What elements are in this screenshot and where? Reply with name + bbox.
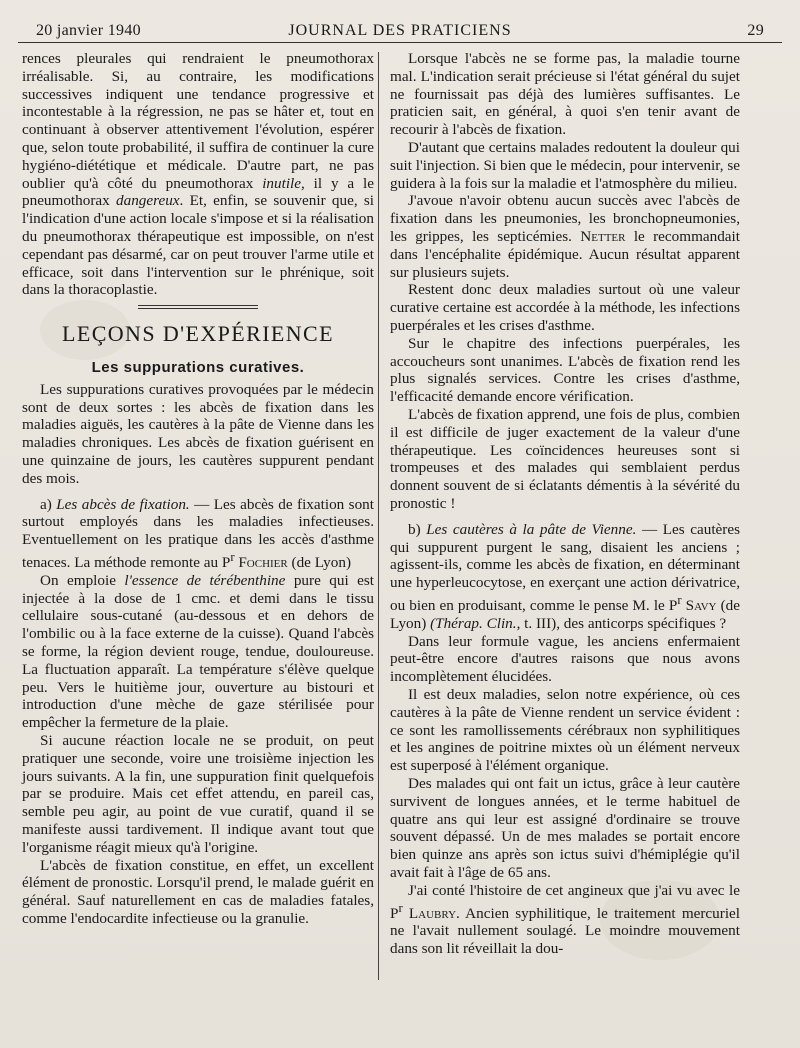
paragraph: b) Les cautères à la pâte de Vienne. — Les cautères qui suppurent purgent le sang, disaient les anciens ; agissent-ils, comme les abcès de fixation, en déterminant une hyperleucocytose, en exerçant une action dérivatrice, ou bien en produisant, comme le pense M. le $P^r$ Savy (de Lyon) (Thérap. Clin., t. III), des anticorps spécifiques ? [390,520,740,632]
left-column [22,50,374,928]
paragraph: Si aucune réaction locale ne se produit, on peut pratiquer une seconde, voire une troisième injection les jours suivants. A la fin, une suppuration finit quelquefois par se produire. Mais cet effet attendu, en pareil cas, semble peu agir, au point de vue curatif, quand il se manifeste aussi tardivement. Il indique avant tout que l'organisme réagit mieux qu'à l'origine. [22,731,374,856]
right-column [390,50,740,958]
section-subtitle: Les suppurations curatives. [91,358,305,376]
section-separator [22,305,374,309]
paragraph: J'ai conté l'histoire de cet angineux que j'ai vu avec le $P^r$ Laubry. Ancien syphilitique, le traitement mercuriel ne l'avait nullement soulagé. Le moindre mouvement dans son lit réveillait la dou- [390,881,740,958]
paragraph: On emploie l'essence de térébenthine pure qui est injectée à la dose de 1 cmc. et demi dans le tissu cellulaire sous-cutané (au-dessous et en dehors de l'ombilic ou à la face externe de la cuisse). Quand l'abcès se forme, la région devient rouge, tendue, douloureuse. La fluctuation apparaît. La température s'élève quelque peu. Vers le huitième jour, ouverture au bistouri et introduction d'une mèche de gaze stérilisée pour empêcher la fermeture de la plaie. [22,571,375,732]
header-date: 20 janvier 1940 [36,22,141,39]
section-title: LEÇONS D'EXPÉRIENCE [62,321,334,347]
header-rule [18,42,782,43]
column-divider [378,52,379,980]
paragraph: Les suppurations curatives provoquées par le médecin sont de deux sortes : les abcès de fixation dans les maladies aiguës, les cautères à la pâte de Vienne dans les maladies chroniques. Les abcès de fixation guérisent en une quinzaine de jours, les cautères suppurent pendant des mois. [22,380,374,487]
paragraph: L'abcès de fixation apprend, une fois de plus, combien il est difficile de juger exactement de la valeur d'une thérapeutique. Les coïncidences heureuses sont si trompeuses et des malades qui semblaient perdus donnent souvent de si éclatants démentis à la sévérité du pronostic ! [390,405,740,512]
paragraph: Restent donc deux maladies surtout où une valeur curative certaine est accordée à la méthode, les infections puerpérales et les crises d'asthme. [390,281,740,334]
paragraph: Lorsque l'abcès ne se forme pas, la maladie tourne mal. L'indication serait précieuse si l'état général du sujet ne fournissait pas déjà des lumières suffisantes. Le praticien sait, en général, à quoi s'en tenir avant de recourir à l'abcès de fixation. [390,50,740,139]
paragraph: rences pleurales qui rendraient le pneumothorax irréalisable. Si, au contraire, les modifications successives indiquent une tendance progressive et incontestable à la régression, ne pas se hâter et, tout en continuant à observer attentivement l'évolution, espérer que, selon toute probabilité, il suffira de continuer la cure hygiéno-diététique et médicale. D'autre part, ne pas oublier qu'à côté du pneumothorax inutile, il y a le pneumothorax dangereux. Et, enfin, se souvenir que, si l'indication d'une action locale s'impose et si la réalisation du pneumothorax thérapeutique est impossible, on n'est cependant pas désarmé, car on peut trouver l'arme utile et efficace, soit dans l'intervention sur le phrénique, soit dans la thoracoplastie. [22,50,375,299]
paragraph: Des malades qui ont fait un ictus, grâce à leur cautère survivent de longues années, et le terme habituel de quatre ans qui leur est assigné d'ordinaire se trouve souvent dépassé. Un de mes malades se portait encore bien quinze ans après son ictus suivi d'hémiplégie qu'il avait fait à l'âge de 65 ans. [390,774,740,881]
paragraph: J'avoue n'avoir obtenu aucun succès avec l'abcès de fixation dans les pneumonies, les bronchopneumonies, les grippes, les septicémies. Netter le recommandait dans l'encéphalite épidémique. Aucun résultat apparent sur plusieurs sujets. [390,192,740,281]
paragraph: L'abcès de fixation constitue, en effet, un excellent élément de pronostic. Lorsqu'il prend, le malade guérit en général. Sauf naturellement en cas de maladies fatales, comme l'endocardite infectieuse ou la granulie. [22,856,374,927]
paragraph: a) Les abcès de fixation. — Les abcès de fixation sont surtout employés dans les maladies infectieuses. Eventuellement on les pratique dans les accès d'asthme tenaces. La méthode remonte au $P^r$ Fochier (de Lyon) [22,495,374,571]
header-journal-title: JOURNAL DES PRATICIENS [288,22,512,39]
double-rule [138,305,258,309]
paragraph: Il est deux maladies, selon notre expérience, où ces cautères à la pâte de Vienne rendent un service évident : ce sont les ramollissements cérébraux non syphilitiques et les angines de poitrine mixtes où un élément nerveux est superposé à l'élément organique. [390,685,740,775]
paragraph: Dans leur formule vague, les anciens enfermaient peut-être encore d'autres raisons que nous avons incomplètement élucidées. [390,632,740,686]
paragraph: D'autant que certains malades redoutent la douleur qui suit l'injection. Si bien que le médecin, pour intervenir, se guidera à la fois sur la maladie et l'atmosphère du milieu. [390,138,740,192]
header-page-number: 29 [747,22,764,39]
paragraph: Sur le chapitre des infections puerpérales, les accoucheurs sont unanimes. L'abcès de fixation rend les plus signalés services. Contre les crises d'asthme, l'efficacité demande encore vérification. [390,334,740,406]
